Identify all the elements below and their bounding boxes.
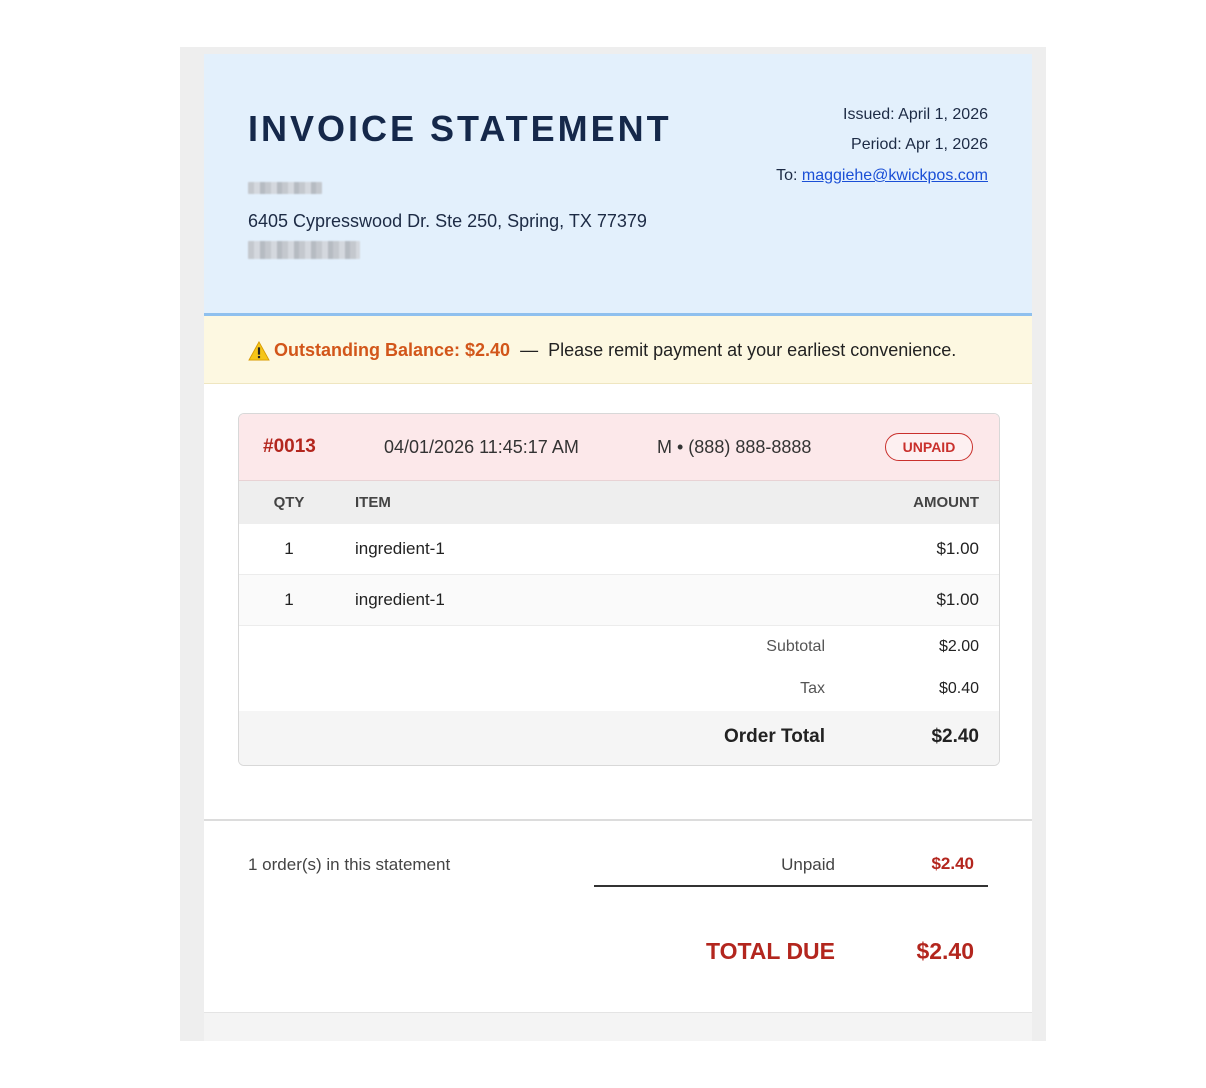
order-number: #0013 bbox=[263, 436, 316, 457]
row-qty: 1 bbox=[284, 539, 294, 558]
unpaid-value: $2.40 bbox=[931, 854, 974, 873]
row-amount: $1.00 bbox=[936, 590, 979, 609]
total-due-label: TOTAL DUE bbox=[705, 938, 835, 964]
table-row bbox=[239, 524, 999, 575]
outstanding-balance: Outstanding Balance: $2.40 bbox=[274, 340, 511, 360]
redacted-business-phone bbox=[248, 241, 360, 259]
table-row bbox=[239, 575, 999, 626]
page-title: INVOICE STATEMENT bbox=[248, 108, 672, 149]
subtotal-value: $2.00 bbox=[938, 638, 979, 655]
column-amount: AMOUNT bbox=[913, 494, 979, 511]
invoice-paper bbox=[204, 54, 1032, 1012]
orders-count: 1 order(s) in this statement bbox=[248, 855, 451, 874]
row-amount: $1.00 bbox=[936, 539, 979, 558]
statement-backdrop bbox=[180, 47, 1046, 1041]
outstanding-balance-banner bbox=[204, 316, 1032, 384]
column-qty: QTY bbox=[273, 494, 305, 511]
recipient-label: To: bbox=[776, 167, 802, 184]
table-header bbox=[239, 481, 999, 524]
tax-label: Tax bbox=[800, 680, 825, 697]
summary-rule bbox=[594, 885, 988, 887]
recipient-email-link[interactable]: maggiehe@kwickpos.com bbox=[801, 167, 988, 184]
order-total-row bbox=[239, 711, 999, 765]
period-date: Period: Apr 1, 2026 bbox=[851, 136, 988, 153]
subtotal-label: Subtotal bbox=[766, 638, 825, 655]
banner-dash: — bbox=[520, 340, 539, 360]
row-item: ingredient-1 bbox=[355, 590, 445, 609]
banner-message: Please remit payment at your earliest convenience. bbox=[548, 340, 957, 360]
invoice-header bbox=[204, 54, 1032, 316]
issued-date: Issued: April 1, 2026 bbox=[843, 106, 988, 123]
column-item: ITEM bbox=[355, 494, 391, 511]
warning-icon bbox=[248, 341, 270, 361]
order-datetime: 04/01/2026 11:45:17 AM bbox=[384, 437, 579, 457]
redacted-business-name bbox=[248, 182, 322, 194]
row-qty: 1 bbox=[284, 590, 294, 609]
order-card bbox=[238, 413, 1000, 766]
recipient bbox=[776, 167, 988, 185]
tax-value: $0.40 bbox=[938, 680, 979, 697]
row-item: ingredient-1 bbox=[355, 539, 445, 558]
order-customer: M • (888) 888-8888 bbox=[657, 437, 812, 457]
order-header bbox=[239, 414, 999, 481]
summary-divider bbox=[204, 819, 1032, 821]
order-total-value: $2.40 bbox=[931, 726, 979, 747]
status-badge: UNPAID bbox=[885, 433, 973, 461]
order-total-label: Order Total bbox=[724, 726, 825, 747]
unpaid-label: Unpaid bbox=[781, 855, 835, 874]
business-address: 6405 Cypresswood Dr. Ste 250, Spring, TX 77379 bbox=[248, 211, 647, 231]
total-due-value: $2.40 bbox=[916, 938, 974, 964]
paper-footer-strip bbox=[204, 1012, 1032, 1041]
